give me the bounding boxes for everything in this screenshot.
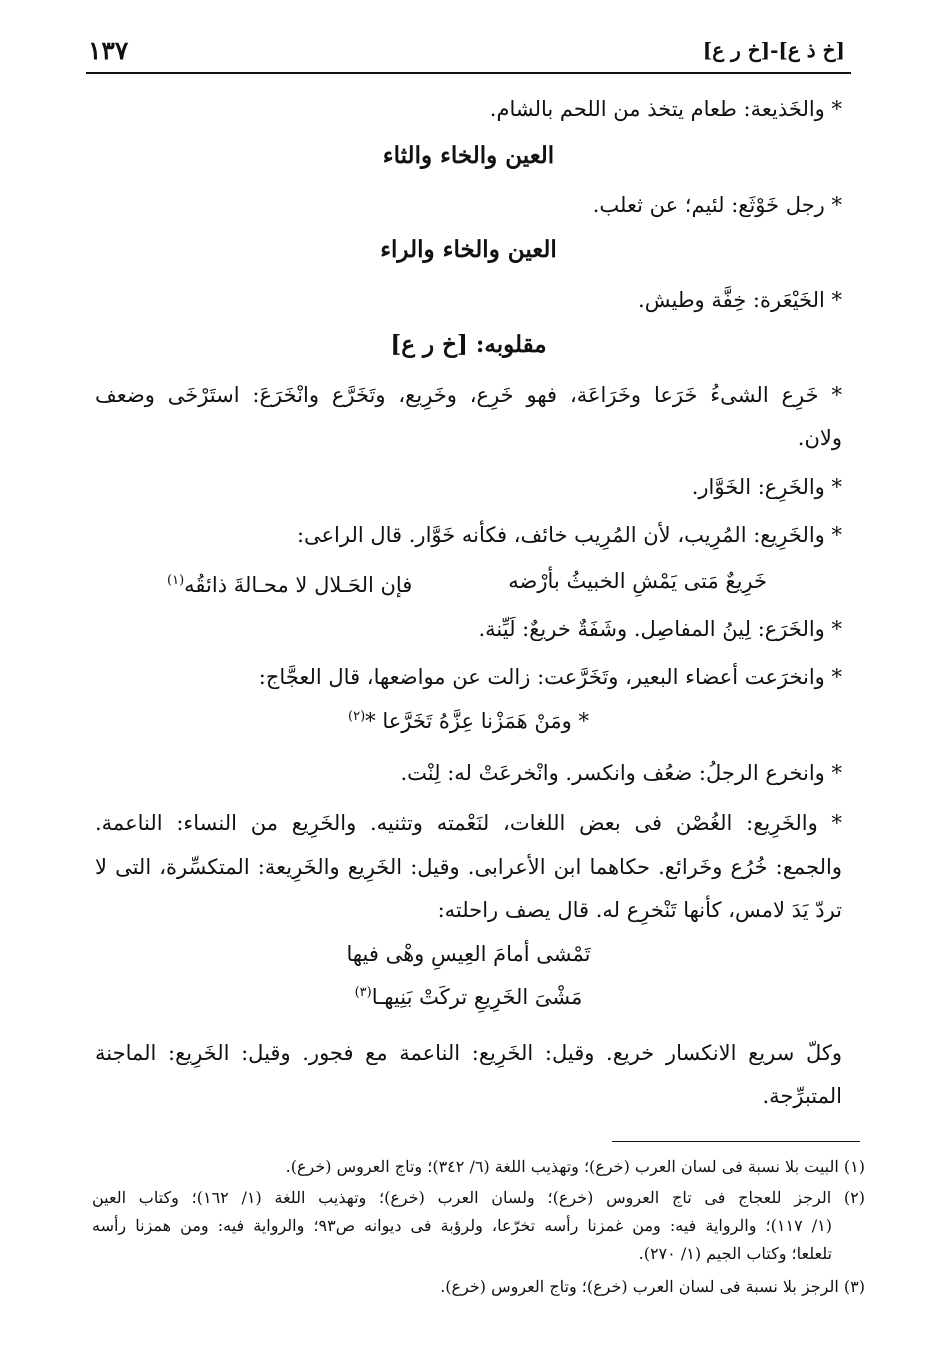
verse-2-text: * ومَنْ هَمَزْنا عِزَّهُ تَخَرَّعا * — [365, 709, 589, 733]
entry-khari-murib: * والخَرِيع: المُرِيب، لأن المُرِيب خائف، فكأنه خَوَّار. قال الراعى: — [296, 523, 842, 547]
entry-khari-line-1: * خَرِع الشىءُ خَرَعا وخَرَاعَة، فهو خَرِع، وخَرِيع، وتَخَرَّع وانْخَرَعَ: استَرْخَى وضعف — [95, 383, 842, 407]
header-rule — [86, 72, 851, 74]
footnote-1: (١) البيت بلا نسبة فى لسان العرب (خرع)؛ وتهذيب اللغة (٦/ ٣٤٢)؛ وتاج العروس (خرع). — [285, 1157, 865, 1176]
footnote-2-line-2: (١/ ١١٧)؛ والرواية فيه: ومن غمزنا رأسه تخرّعا، ولرؤبة فى ديوانه ص٩٣؛ والرواية فيه: ومن همزنا رأسه — [92, 1216, 832, 1235]
entry-kharia-line-1: * والخَرِيع: الغُصْن فى بعض اللغات، لنَعْمته وتثنيه. والخَرِيع من النساء: الناعمة. — [95, 811, 842, 835]
entry-kull-sari-line-2: المتبرِّجة. — [762, 1084, 842, 1108]
verse-1-first-hemistich: خَرِيعٌ مَتى يَمْشِ الخبيثُ بأرْضه — [508, 569, 767, 593]
verse-3-line-2 — [0, 985, 937, 1009]
entry-khari-line-2: ولان. — [797, 426, 842, 450]
footnote-2-line-3: تلعلعا؛ وكتاب الجيم (١/ ٢٧٠). — [638, 1244, 832, 1263]
entry-khawtha: * رجل خَوْثَع: لئيم؛ عن ثعلب. — [592, 193, 842, 217]
entry-khari-khawwar: * والخَرِع: الخَوَّار. — [691, 475, 842, 499]
footnote-ref-3: (٣) — [354, 985, 372, 1000]
section-heading-ain-kha-ra: العين والخاء والراء — [380, 236, 557, 263]
verse-2 — [0, 709, 937, 733]
entry-inkharaat: * وانخرَعت أعضاء البعير، وتَخَرَّعت: زالت عن مواضعها، قال العجَّاج: — [258, 665, 842, 689]
entry-inkhara-rajul: * وانخرع الرجلُ: ضعُف وانكسر. وانْخرعَتْ له: لِنْت. — [400, 761, 842, 785]
footnote-ref-1: (١) — [167, 573, 185, 588]
entry-khara-lin: * والخَرَع: لِينُ المفاصِل. وشَفَةٌ خريعٌ: لَيِّنة. — [478, 617, 842, 641]
entry-khayara: * الخَيْعَرة: خِفَّة وطيش. — [638, 288, 842, 312]
verse-3-line-1: تَمْشى أمامَ العِيسِ وهْى فيها — [346, 942, 591, 966]
footnote-divider — [612, 1141, 860, 1142]
page-number: ١٣٧ — [88, 36, 129, 65]
footnote-3: (٣) الرجز بلا نسبة فى لسان العرب (خرع)؛ وتاج العروس (خرع). — [440, 1277, 865, 1296]
verse-1-second-hemistich-text: فإن الحَـلال لا محـالةَ ذائقُه — [184, 573, 413, 597]
section-heading-maqlub: مقلوبه: [خ ر ع] — [390, 331, 547, 358]
section-heading-ain-kha-tha: العين والخاء والثاء — [382, 142, 555, 169]
verse-3-line-2-text: مَشْىَ الخَرِيعِ تركَتْ بَنِيهـا — [371, 985, 583, 1009]
verse-1-second-hemistich — [167, 566, 412, 600]
entry-kharia-line-3: تردّ يَدَ لامس، كأنها تَنْخرِع له. قال يصف راحلته: — [437, 898, 842, 922]
running-title: [خ ذ ع]-[خ ر ع] — [702, 38, 845, 62]
entry-kull-sari-line-1: وكلّ سريع الانكسار خريع. وقيل: الخَرِيع: الناعمة مع فجور. وقيل: الخَرِيع: الماجنة — [95, 1041, 842, 1065]
entry-khadhia: * والخَذيعة: طعام يتخذ من اللحم بالشام. — [489, 97, 842, 121]
entry-kharia-line-2: والجمع: خُرُع وخَرائع. حكاهما ابن الأعرابى. وقيل: الخَرِيع والخَرِيعة: المتكسِّرة، التى لا — [95, 855, 842, 879]
footnote-2-line-1: (٢) الرجز للعجاج فى تاج العروس (خرع)؛ ولسان العرب (خرع)؛ وتهذيب اللغة (١/ ١٦٢)؛ وكتاب العين — [92, 1188, 865, 1207]
footnote-ref-2: (٢) — [348, 709, 366, 724]
